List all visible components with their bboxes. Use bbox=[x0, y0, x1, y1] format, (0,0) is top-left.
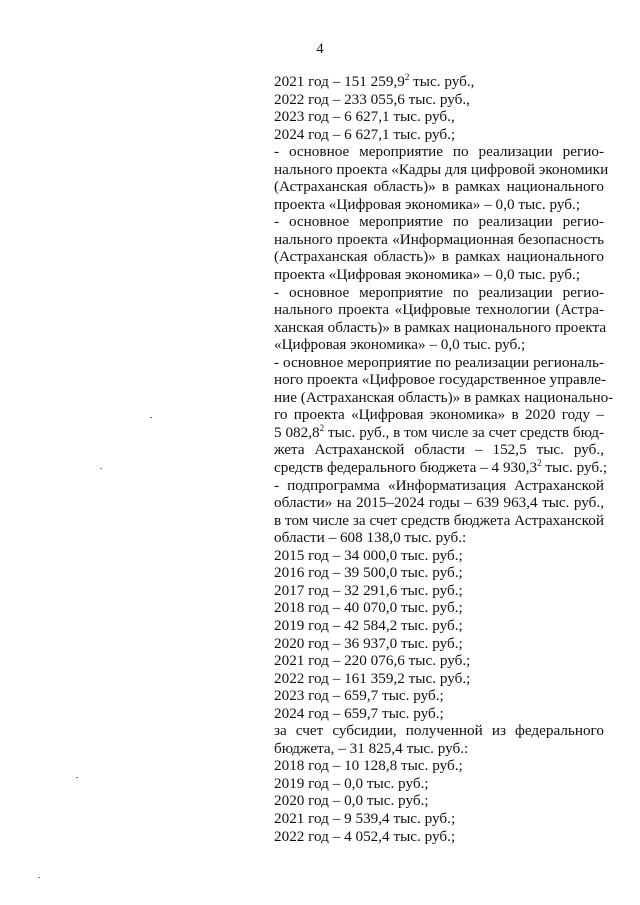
line-text: 2020 год – 0,0 тыс. руб.; bbox=[274, 792, 429, 810]
line-text: (Астраханская область)» в рамках национального bbox=[274, 248, 604, 266]
line-text: - основное мероприятие по реализации региональ- bbox=[274, 353, 604, 371]
line-text: 2019 год – 42 584,2 тыс. руб.; bbox=[274, 616, 463, 634]
text-line bbox=[274, 388, 614, 407]
text-line bbox=[274, 441, 604, 459]
text-line bbox=[274, 599, 604, 617]
line-text-rest: тыс. руб.; bbox=[541, 459, 608, 477]
text-line bbox=[274, 722, 604, 740]
text-line bbox=[274, 792, 604, 810]
text-line bbox=[274, 336, 604, 354]
line-text: 2024 год – 6 627,1 тыс. руб.; bbox=[274, 125, 456, 143]
line-text-rest: тыс. руб., в том числе за счет средств бюд- bbox=[324, 423, 605, 441]
line-text: 2022 год – 161 359,2 тыс. руб.; bbox=[274, 669, 471, 687]
line-text: проекта «Цифровая экономика» – 0,0 тыс. руб.; bbox=[274, 195, 581, 213]
text-line bbox=[274, 740, 604, 758]
text-line bbox=[274, 406, 604, 424]
line-text: ного проекта «Цифровое государственное управле- bbox=[274, 371, 607, 389]
text-line bbox=[274, 617, 604, 635]
line-text: - основное мероприятие по реализации регио- bbox=[274, 213, 604, 231]
scan-speck bbox=[76, 777, 78, 778]
text-line bbox=[274, 160, 609, 179]
line-text-rest: тыс. руб., bbox=[409, 73, 475, 90]
line-text: 2015 год – 34 000,0 тыс. руб.; bbox=[274, 546, 463, 564]
line-text: - подпрограмма «Информатизация Астраханской bbox=[274, 476, 604, 494]
line-text: - основное мероприятие по реализации регио- bbox=[274, 143, 604, 161]
line-text: «Цифровая экономика» – 0,0 тыс. руб.; bbox=[274, 336, 526, 354]
line-text: 2018 год – 10 128,8 тыс. руб.; bbox=[274, 757, 463, 775]
line-text: 2016 год – 39 500,0 тыс. руб.; bbox=[274, 564, 463, 582]
line-text: 2018 год – 40 070,0 тыс. руб.; bbox=[274, 599, 463, 617]
text-line bbox=[274, 73, 604, 91]
line-text: средств федерального бюджета – 4 930,3 bbox=[274, 459, 538, 477]
line-text: 2021 год – 220 076,6 тыс. руб.; bbox=[274, 652, 471, 670]
line-text: жета Астраханской области – 152,5 тыс. руб., bbox=[274, 441, 604, 459]
footnote-mark: 2 bbox=[319, 422, 325, 433]
line-text: ние (Астраханская область)» в рамках национально- bbox=[274, 388, 614, 406]
text-line bbox=[274, 670, 604, 688]
text-line bbox=[274, 284, 604, 302]
line-text: 2023 год – 659,7 тыс. руб.; bbox=[274, 687, 444, 705]
text-line bbox=[274, 196, 604, 214]
line-text: нального проекта «Цифровые технологии (Астра- bbox=[274, 301, 604, 319]
text-line bbox=[274, 354, 604, 372]
text-line bbox=[274, 301, 604, 319]
line-text: 5 082,8 bbox=[274, 423, 320, 441]
text-line bbox=[274, 143, 604, 161]
line-text: 2022 год – 233 055,6 тыс. руб., bbox=[274, 90, 470, 108]
line-text: нального проекта «Информационная безопасность bbox=[274, 230, 604, 248]
text-line bbox=[274, 126, 604, 144]
line-text: 2017 год – 32 291,6 тыс. руб.; bbox=[274, 581, 463, 599]
line-text: 2021 год – 9 539,4 тыс. руб.; bbox=[274, 809, 456, 827]
line-text: - основное мероприятие по реализации регио- bbox=[274, 283, 604, 301]
text-line bbox=[274, 108, 604, 126]
line-text: ханская область)» в рамках национального проекта bbox=[274, 318, 607, 336]
text-line bbox=[274, 318, 607, 337]
scan-speck bbox=[150, 417, 152, 418]
text-line bbox=[274, 652, 604, 670]
text-line bbox=[274, 91, 604, 109]
text-line bbox=[274, 757, 604, 775]
text-line bbox=[274, 457, 608, 477]
line-text: в том числе за счет средств бюджета Астраханской bbox=[274, 511, 604, 529]
text-column bbox=[274, 71, 614, 845]
page-number: 4 bbox=[316, 41, 324, 57]
text-line bbox=[274, 512, 604, 530]
text-line bbox=[274, 231, 604, 249]
text-line bbox=[274, 178, 604, 196]
scan-speck bbox=[38, 877, 40, 878]
text-line bbox=[274, 477, 604, 495]
line-text: нального проекта «Кадры для цифровой экономики bbox=[274, 160, 609, 178]
line-text: 2019 год – 0,0 тыс. руб.; bbox=[274, 774, 429, 792]
line-text: 2022 год – 4 052,4 тыс. руб.; bbox=[274, 827, 456, 845]
text-line bbox=[274, 424, 604, 442]
text-line bbox=[274, 213, 604, 231]
line-text: бюджета, – 31 825,4 тыс. руб.: bbox=[274, 739, 469, 757]
text-line bbox=[274, 775, 604, 793]
line-text: области» на 2015–2024 годы – 639 963,4 тыс. руб., bbox=[274, 494, 604, 512]
text-line bbox=[274, 547, 604, 565]
text-line bbox=[274, 529, 604, 547]
line-text: 2021 год – 151 259,9 bbox=[274, 73, 405, 90]
line-text: за счет субсидии, полученной из федерального bbox=[274, 722, 604, 740]
line-text: 2023 год – 6 627,1 тыс. руб., bbox=[274, 108, 455, 126]
text-line bbox=[274, 582, 604, 600]
line-text: области – 608 138,0 тыс. руб.: bbox=[274, 529, 467, 547]
footnote-mark: 2 bbox=[537, 457, 542, 468]
line-text: 2020 год – 36 937,0 тыс. руб.; bbox=[274, 634, 463, 652]
footnote-mark: 2 bbox=[404, 71, 410, 82]
text-line bbox=[274, 810, 604, 828]
text-line bbox=[274, 687, 604, 705]
text-line bbox=[274, 266, 604, 284]
text-line bbox=[274, 494, 604, 512]
line-text: проекта «Цифровая экономика» – 0,0 тыс. руб.; bbox=[274, 266, 581, 284]
scan-speck bbox=[100, 468, 102, 469]
text-line bbox=[274, 635, 604, 653]
text-line bbox=[274, 248, 604, 266]
text-line bbox=[274, 371, 607, 389]
text-line bbox=[274, 828, 604, 846]
text-line bbox=[274, 564, 604, 582]
line-text: го проекта «Цифровая экономика» в 2020 году – bbox=[274, 406, 604, 424]
line-text: 2024 год – 659,7 тыс. руб.; bbox=[274, 704, 444, 722]
line-text: (Астраханская область)» в рамках национального bbox=[274, 178, 604, 196]
text-line bbox=[274, 705, 604, 723]
